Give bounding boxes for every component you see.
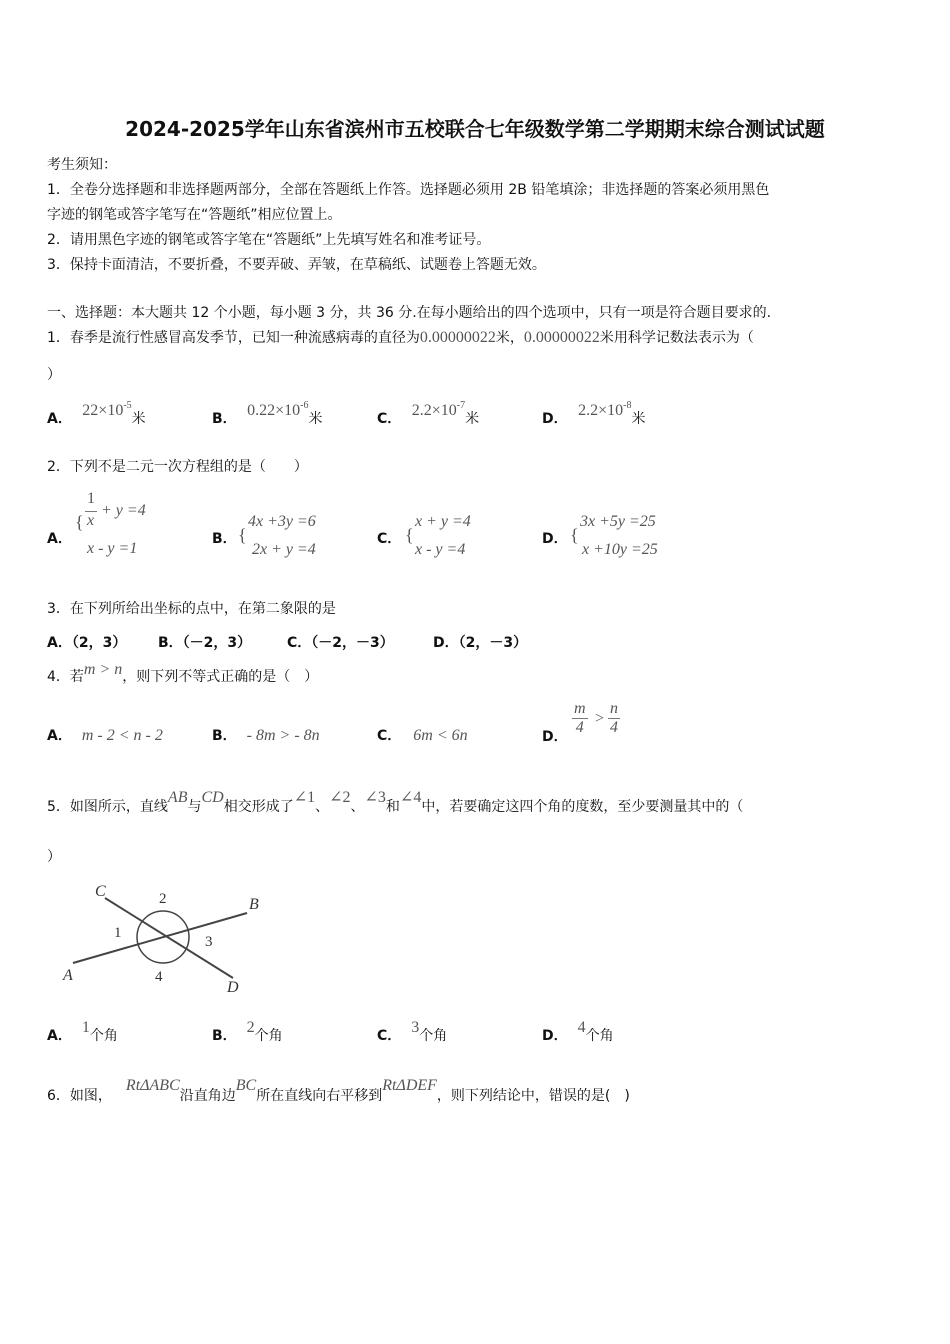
q4-condition: m > n — [83, 661, 123, 678]
q2-number: 2． — [47, 459, 70, 475]
q1-value: 0.00000022 — [419, 329, 496, 346]
brace-symbol: { — [238, 525, 247, 545]
fraction-left — [572, 700, 588, 737]
point-a-label: A — [63, 967, 73, 984]
q5-option-b[interactable] — [212, 1019, 283, 1045]
option-letter: C． — [377, 531, 402, 547]
triangle-abc: RtΔABC — [125, 1077, 180, 1094]
q6-text-4: ，则下列结论中，错误的是( ) — [436, 1088, 630, 1104]
q1-number: 1． — [47, 330, 70, 346]
frac-numerator: n — [610, 700, 618, 717]
q3-number: 3． — [47, 601, 70, 617]
angle-2: ∠2 — [329, 789, 351, 806]
option-letter: B． — [212, 728, 237, 744]
q5-text-5: 中，若要确定这四个角的度数，至少要测量其中的（ — [421, 799, 744, 815]
q5-number: 5． — [47, 799, 70, 815]
q1-text: 春季是流行性感冒高发季节，已知一种流感病毒的直径为 — [69, 330, 420, 346]
q3-option-d[interactable]: D．（2，－3） — [433, 635, 528, 651]
q2-option-c[interactable] — [377, 510, 537, 566]
option-expr: m - 2 < n - 2 — [81, 727, 163, 744]
q5-option-a[interactable] — [47, 1019, 118, 1045]
separator: 、 — [350, 799, 365, 815]
q3-option-a[interactable]: A．（2，3） — [47, 635, 127, 651]
option-expr: - 8m > - 8n — [246, 727, 320, 744]
option-unit: 个角 — [585, 1028, 614, 1044]
fraction-right — [608, 700, 620, 737]
frac-numerator: 1 — [87, 490, 95, 507]
option-letter: B． — [212, 411, 237, 427]
question-2 — [47, 456, 308, 476]
option-letter: C． — [377, 728, 402, 744]
q4-text: 若 — [69, 669, 84, 685]
q1-option-a[interactable] — [47, 400, 146, 428]
q1-text-3: 米用科学记数法表示为（ — [599, 330, 754, 346]
option-letter: D． — [542, 729, 568, 745]
question-3 — [47, 598, 336, 618]
option-letter: A． — [47, 531, 72, 547]
eq-top: 4x +3y =6 — [248, 513, 316, 530]
expr-base: 22×10 — [82, 402, 124, 419]
q2-option-b[interactable] — [212, 510, 372, 566]
page-title: 2024-2025学年山东省滨州市五校联合七年级数学第二学期期末综合测试试题 — [125, 117, 825, 141]
q1-option-d[interactable] — [542, 400, 646, 428]
eq-bottom: x +10y =25 — [582, 541, 658, 558]
q5-text-2: 与 — [187, 799, 202, 815]
notice-line-1a: 1．全卷分选择题和非选择题两部分，全部在答题纸上作答。选择题必须用 2B 铅笔填涂；非选择题的答案必须用黑色 — [47, 182, 770, 198]
option-number: 4 — [577, 1019, 586, 1036]
q1-option-c[interactable] — [377, 400, 480, 428]
q3-option-b[interactable]: B．（－2，3） — [158, 635, 252, 651]
q1-option-b[interactable] — [212, 400, 323, 428]
line-cd-stroke — [105, 898, 233, 978]
q4-option-a[interactable] — [47, 725, 163, 745]
eq-top: x + y =4 — [415, 513, 471, 530]
frac-denominator: 4 — [575, 719, 584, 736]
q4-option-b[interactable] — [212, 725, 320, 745]
expr-exponent: -5 — [123, 400, 132, 411]
option-unit: 个角 — [419, 1028, 448, 1044]
q5-option-c[interactable] — [377, 1019, 448, 1045]
angle-1: ∠1 — [293, 789, 316, 806]
operator: > — [595, 710, 605, 727]
expr-exponent: -7 — [456, 400, 466, 411]
option-letter: C． — [377, 411, 402, 427]
frac-denominator: 4 — [610, 719, 618, 736]
q4-text-2: ，则下列不等式正确的是（ ） — [122, 669, 319, 685]
option-number: 2 — [246, 1019, 255, 1036]
option-letter: A． — [47, 411, 72, 427]
brace-symbol: { — [75, 512, 84, 532]
option-expr — [82, 402, 131, 419]
expr-exponent: -6 — [300, 400, 309, 411]
point-c-label: C — [95, 883, 106, 900]
notice-line-2: 2．请用黑色字迹的钢笔或答字笔在“答题纸”上先填写姓名和准考证号。 — [47, 232, 491, 248]
q3-option-c[interactable]: C．（－2，－3） — [287, 635, 394, 651]
option-letter: D． — [542, 411, 568, 427]
question-6 — [47, 1077, 630, 1105]
angle-3-label: 3 — [205, 934, 213, 950]
angle-2-label: 2 — [159, 891, 167, 907]
q5-text: 如图所示，直线 — [69, 799, 168, 815]
option-number: 1 — [81, 1019, 90, 1036]
option-letter: D． — [542, 531, 568, 547]
expr-base: 2.2×10 — [578, 402, 624, 419]
frac-denominator: x — [87, 512, 95, 529]
eq-bottom: x - y =1 — [87, 540, 138, 557]
frac-numerator: m — [574, 700, 586, 717]
intersecting-lines-figure — [55, 875, 285, 1000]
eq-bottom: 2x + y =4 — [252, 541, 316, 558]
option-letter: A． — [47, 1028, 72, 1044]
triangle-def: RtΔDEF — [382, 1077, 437, 1094]
q2-option-a[interactable] — [47, 492, 207, 564]
question-5 — [47, 789, 744, 816]
angle-4-label: 4 — [155, 969, 163, 985]
q6-text: 如图， — [69, 1088, 112, 1104]
q1-close-paren: ） — [47, 367, 61, 383]
q4-option-c[interactable] — [377, 725, 468, 745]
eq-bottom: x - y =4 — [415, 541, 466, 558]
brace-symbol: { — [405, 525, 414, 545]
separator: 、 — [315, 799, 330, 815]
option-letter: B． — [212, 531, 237, 547]
q6-number: 6． — [47, 1088, 70, 1104]
q6-text-3: 所在直线向右平移到 — [256, 1088, 383, 1104]
brace-symbol: { — [570, 525, 579, 545]
eq-top-rest: + y =4 — [101, 502, 146, 519]
point-b-label: B — [249, 896, 259, 913]
point-d-label: D — [227, 979, 239, 996]
option-letter: B． — [212, 1028, 237, 1044]
section-heading: 一、选择题：本大题共 12 个小题，每小题 3 分，共 36 分.在每小题给出的四个选项中，只有一项是符合题目要求的. — [47, 305, 772, 321]
option-expr: 6m < 6n — [413, 727, 468, 744]
q1-text-2: 米， — [495, 330, 524, 346]
option-unit: 米 — [131, 411, 146, 427]
q1-value-2: 0.00000022 — [523, 329, 600, 346]
expr-base: 2.2×10 — [411, 402, 457, 419]
q6-text-2: 沿直角边 — [179, 1088, 236, 1104]
angle-4: ∠4 — [399, 789, 422, 806]
option-unit: 米 — [308, 411, 323, 427]
option-unit: 个角 — [254, 1028, 283, 1044]
question-1 — [47, 327, 754, 347]
option-letter: D． — [542, 1028, 568, 1044]
line-ab-stroke — [73, 913, 247, 963]
eq-top: 3x +5y =25 — [580, 513, 656, 530]
side-bc: BC — [235, 1077, 257, 1094]
line-ab: AB — [167, 789, 188, 806]
question-4 — [47, 661, 319, 686]
q5-text-4: 和 — [385, 799, 400, 815]
notice-line-3: 3．保持卡面清洁，不要折叠，不要弄破、弄皱，在草稿纸、试题卷上答题无效。 — [47, 257, 546, 273]
q2-option-d[interactable] — [542, 510, 712, 566]
expr-exponent: -8 — [623, 400, 632, 411]
option-unit: 米 — [465, 411, 480, 427]
q5-close-paren: ） — [47, 849, 61, 865]
option-letter: A． — [47, 728, 72, 744]
q3-text: 在下列所给出坐标的点中，在第二象限的是 — [69, 601, 336, 617]
q5-text-3: 相交形成了 — [223, 799, 294, 815]
line-cd: CD — [201, 789, 224, 806]
option-expr — [578, 402, 631, 419]
option-unit: 个角 — [89, 1028, 118, 1044]
option-expr — [412, 402, 465, 419]
option-unit: 米 — [631, 411, 646, 427]
q2-text: 下列不是二元一次方程组的是（ ） — [69, 459, 308, 475]
notice-heading: 考生须知： — [47, 157, 117, 173]
notice-line-1b: 字迹的钢笔或答字笔写在“答题纸”相应位置上。 — [47, 207, 342, 223]
option-letter: C． — [377, 1028, 402, 1044]
q4-number: 4． — [47, 669, 70, 685]
q4-option-d[interactable] — [542, 700, 662, 748]
angle-3: ∠3 — [364, 789, 386, 806]
q5-option-d[interactable] — [542, 1019, 614, 1045]
expr-base: 0.22×10 — [247, 402, 301, 419]
option-expr — [247, 402, 308, 419]
angle-1-label: 1 — [114, 925, 122, 941]
option-number: 3 — [411, 1019, 420, 1036]
